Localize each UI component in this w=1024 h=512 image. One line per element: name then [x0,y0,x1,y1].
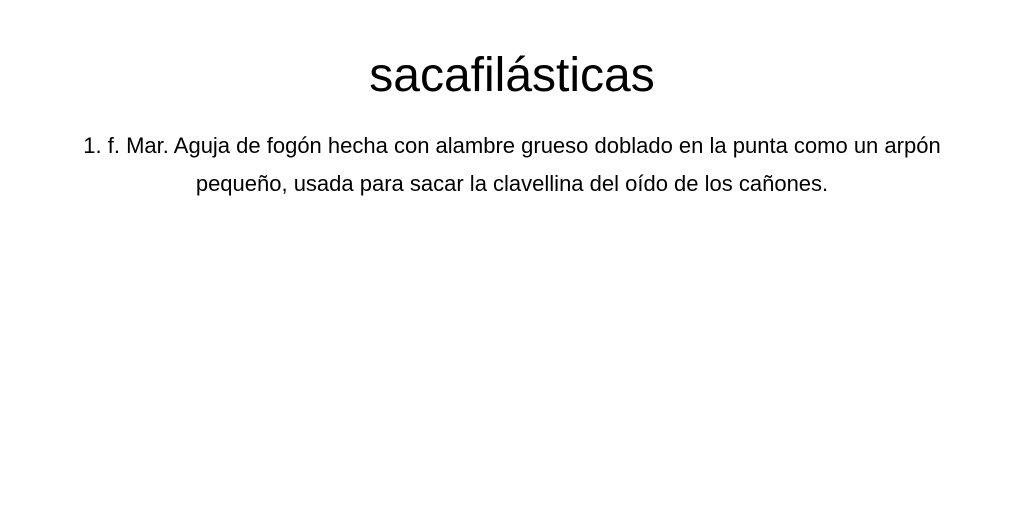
dictionary-entry [0,0,1024,203]
headword-title: sacafilásticas [369,49,655,102]
definition-text: 1. f. Mar. Aguja de fogón hecha con alambre grueso doblado en la punta como un arpón pequeño, usada para sacar la clavellina del oído de los cañones. [83,133,941,196]
